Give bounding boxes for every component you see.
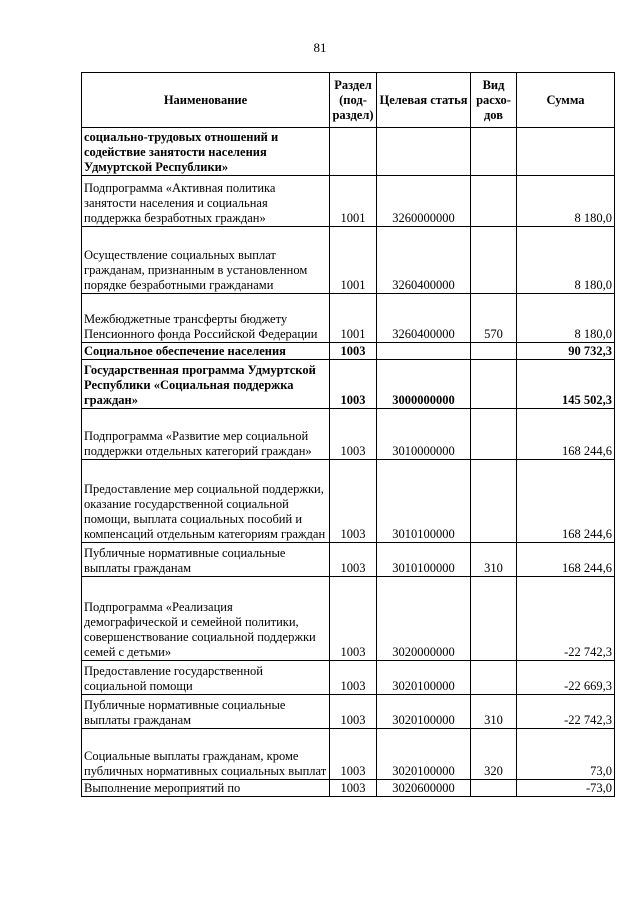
cell-vid bbox=[471, 661, 517, 695]
cell-sum: -22 742,3 bbox=[517, 695, 615, 729]
cell-name: социально-трудовых отношений и содействие занятости населения Удмуртской Республики» bbox=[82, 128, 330, 176]
cell-article: 3010100000 bbox=[377, 543, 471, 577]
cell-razdel: 1003 bbox=[330, 360, 377, 409]
cell-vid: 310 bbox=[471, 543, 517, 577]
table-row bbox=[82, 460, 615, 543]
table-row bbox=[82, 577, 615, 661]
table-header-row bbox=[82, 73, 615, 128]
cell-vid bbox=[471, 409, 517, 460]
cell-sum: 90 732,3 bbox=[517, 343, 615, 360]
budget-table bbox=[81, 72, 615, 797]
cell-article: 3260400000 bbox=[377, 227, 471, 294]
cell-sum: -73,0 bbox=[517, 780, 615, 797]
header-article: Целевая статья bbox=[377, 73, 471, 128]
cell-sum bbox=[517, 128, 615, 176]
cell-article: 3020100000 bbox=[377, 729, 471, 780]
cell-razdel: 1003 bbox=[330, 661, 377, 695]
cell-article: 3020100000 bbox=[377, 695, 471, 729]
table-row bbox=[82, 780, 615, 797]
cell-article: 3260000000 bbox=[377, 176, 471, 227]
table-row bbox=[82, 661, 615, 695]
cell-vid bbox=[471, 780, 517, 797]
header-razdel: Раздел (под-раздел) bbox=[330, 73, 377, 128]
cell-vid bbox=[471, 343, 517, 360]
cell-sum: 168 244,6 bbox=[517, 543, 615, 577]
cell-article: 3260400000 bbox=[377, 294, 471, 343]
table-row bbox=[82, 227, 615, 294]
cell-razdel: 1003 bbox=[330, 577, 377, 661]
cell-name: Подпрограмма «Активная политика занятости населения и социальная поддержка безработных граждан» bbox=[82, 176, 330, 227]
table-row bbox=[82, 294, 615, 343]
cell-vid bbox=[471, 460, 517, 543]
cell-name: Осуществление социальных выплат гражданам, признанным в установленном порядке безработными гражданами bbox=[82, 227, 330, 294]
cell-article: 3020600000 bbox=[377, 780, 471, 797]
table-row bbox=[82, 409, 615, 460]
table-row bbox=[82, 695, 615, 729]
table-row bbox=[82, 729, 615, 780]
cell-sum: 8 180,0 bbox=[517, 227, 615, 294]
cell-vid bbox=[471, 227, 517, 294]
cell-article: 3010100000 bbox=[377, 460, 471, 543]
cell-article: 3000000000 bbox=[377, 360, 471, 409]
cell-vid: 320 bbox=[471, 729, 517, 780]
cell-sum: 73,0 bbox=[517, 729, 615, 780]
cell-razdel: 1003 bbox=[330, 409, 377, 460]
cell-razdel: 1001 bbox=[330, 227, 377, 294]
cell-article bbox=[377, 343, 471, 360]
cell-sum: 8 180,0 bbox=[517, 176, 615, 227]
cell-vid: 310 bbox=[471, 695, 517, 729]
cell-razdel: 1003 bbox=[330, 780, 377, 797]
cell-sum: 168 244,6 bbox=[517, 460, 615, 543]
cell-razdel: 1001 bbox=[330, 176, 377, 227]
cell-vid bbox=[471, 128, 517, 176]
cell-sum: -22 669,3 bbox=[517, 661, 615, 695]
cell-name: Межбюджетные трансферты бюджету Пенсионного фонда Российской Федерации bbox=[82, 294, 330, 343]
cell-razdel bbox=[330, 128, 377, 176]
cell-razdel: 1003 bbox=[330, 460, 377, 543]
cell-name: Предоставление мер социальной поддержки, оказание государственной социальной помощи, выплата социальных пособий и компенсаций отдельным категориям граждан bbox=[82, 460, 330, 543]
cell-article: 3020100000 bbox=[377, 661, 471, 695]
cell-article: 3020000000 bbox=[377, 577, 471, 661]
cell-name: Социальное обеспечение населения bbox=[82, 343, 330, 360]
table-row bbox=[82, 360, 615, 409]
cell-name: Подпрограмма «Реализация демографической и семейной политики, совершенствование социальной поддержки семей с детьми» bbox=[82, 577, 330, 661]
cell-razdel: 1001 bbox=[330, 294, 377, 343]
table-row bbox=[82, 176, 615, 227]
table-row bbox=[82, 343, 615, 360]
header-name: Наименование bbox=[82, 73, 330, 128]
cell-name: Подпрограмма «Развитие мер социальной поддержки отдельных категорий граждан» bbox=[82, 409, 330, 460]
cell-razdel: 1003 bbox=[330, 543, 377, 577]
cell-vid: 570 bbox=[471, 294, 517, 343]
cell-name: Публичные нормативные социальные выплаты гражданам bbox=[82, 543, 330, 577]
table-row bbox=[82, 543, 615, 577]
cell-name: Предоставление государственной социальной помощи bbox=[82, 661, 330, 695]
cell-razdel: 1003 bbox=[330, 343, 377, 360]
cell-sum: 145 502,3 bbox=[517, 360, 615, 409]
cell-article bbox=[377, 128, 471, 176]
cell-sum: -22 742,3 bbox=[517, 577, 615, 661]
cell-vid bbox=[471, 176, 517, 227]
header-sum: Сумма bbox=[517, 73, 615, 128]
cell-name: Социальные выплаты гражданам, кроме публичных нормативных социальных выплат bbox=[82, 729, 330, 780]
cell-sum: 168 244,6 bbox=[517, 409, 615, 460]
cell-sum: 8 180,0 bbox=[517, 294, 615, 343]
cell-razdel: 1003 bbox=[330, 729, 377, 780]
cell-vid bbox=[471, 577, 517, 661]
cell-article: 3010000000 bbox=[377, 409, 471, 460]
page-number: 81 bbox=[313, 40, 327, 55]
cell-vid bbox=[471, 360, 517, 409]
cell-name: Государственная программа Удмуртской Республики «Социальная поддержка граждан» bbox=[82, 360, 330, 409]
cell-name: Публичные нормативные социальные выплаты гражданам bbox=[82, 695, 330, 729]
header-vid: Вид расхо-дов bbox=[471, 73, 517, 128]
cell-name: Выполнение мероприятий по bbox=[82, 780, 330, 797]
table-row bbox=[82, 128, 615, 176]
cell-razdel: 1003 bbox=[330, 695, 377, 729]
